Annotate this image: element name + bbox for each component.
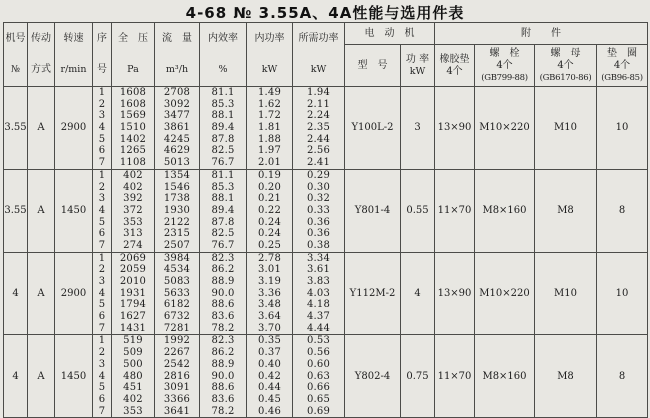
flow-column-cell-value: 3477 — [163, 110, 191, 122]
flow-column-cell-value: 2122 — [163, 216, 191, 228]
seq-column-cell-value: 1 — [98, 335, 106, 347]
pressure-column-cell — [112, 252, 155, 335]
pressure-column-cell — [112, 169, 155, 252]
required-power-column-cell-value: 4.37 — [306, 311, 331, 323]
required-power-column-cell-value: 3.34 — [306, 252, 331, 264]
col-header-bolt — [475, 45, 535, 87]
internal-power-column-cell-value: 3.48 — [257, 299, 282, 311]
drive-mode-cell: A — [28, 252, 55, 335]
efficiency-column-cell-value: 90.0 — [211, 370, 235, 382]
required-power-column-cell-value: 2.44 — [306, 133, 331, 145]
col-header-efficiency — [200, 23, 247, 87]
flow-column-cell-value: 3641 — [163, 405, 191, 417]
col-header-washer — [597, 45, 648, 87]
internal-power-column-cell-value: 1.49 — [257, 87, 282, 98]
col-header-flow — [155, 23, 200, 87]
rubber-pad-label: 橡胶垫 — [439, 53, 470, 65]
pressure-column-cell-value: 1931 — [119, 287, 147, 299]
required-power-column-cell-value: 3.83 — [306, 276, 331, 287]
flow-column-cell-value: 7281 — [163, 322, 191, 334]
pressure-column-cell-value: 1608 — [119, 98, 147, 110]
required-power-column-cell — [293, 252, 345, 335]
internal-power-column-cell-value: 1.88 — [257, 133, 282, 145]
seq-column-cell-value: 2 — [98, 98, 106, 110]
col-header-rubber-pad — [435, 45, 475, 87]
pressure-unit: Pa — [127, 64, 139, 75]
flow-column-cell-value: 1354 — [163, 169, 191, 181]
nut-cell: M10 — [535, 252, 597, 335]
internal-power-column-cell — [247, 169, 293, 252]
seq-column-cell-value: 7 — [98, 405, 106, 417]
washer-label: 垫 圈 — [607, 47, 637, 59]
washer-qty: 4个 — [613, 59, 631, 71]
internal-power-column-cell-value: 0.42 — [257, 370, 282, 382]
performance-selection-table — [3, 22, 648, 418]
seq-unit: 号 — [97, 64, 107, 75]
motor-power-cell: 0.55 — [401, 169, 435, 252]
required-power-column-cell-value: 2.24 — [306, 110, 331, 122]
bolt-cell: M10×220 — [475, 252, 535, 335]
flow-unit: m³/h — [165, 64, 189, 75]
pressure-label: 全 压 — [118, 33, 148, 44]
required-power-column-cell-value: 0.66 — [306, 382, 331, 394]
required-power-column-cell-value: 0.33 — [306, 204, 331, 216]
internal-power-column-cell-value: 0.44 — [257, 382, 282, 394]
rubber-pad-cell: 13×90 — [435, 87, 475, 170]
flow-column-cell-value: 1992 — [163, 335, 191, 347]
seq-column-cell-value: 2 — [98, 347, 106, 359]
efficiency-column-cell-value: 78.2 — [211, 405, 235, 417]
pressure-column-cell-value: 1402 — [119, 133, 147, 145]
efficiency-column-cell-value: 89.4 — [211, 122, 235, 134]
required-power-column-cell-value: 0.36 — [306, 216, 331, 228]
seq-column-cell-value: 3 — [98, 193, 106, 205]
flow-column-cell-value: 2507 — [163, 239, 191, 251]
fan-block-row — [4, 87, 648, 170]
bolt-cell: M8×160 — [475, 169, 535, 252]
internal-power-column-cell-value: 3.19 — [257, 276, 282, 287]
flow-column-cell-value: 1930 — [163, 204, 191, 216]
efficiency-column-cell — [200, 169, 247, 252]
flow-column-cell-value: 2315 — [163, 228, 191, 240]
nut-cell: M10 — [535, 87, 597, 170]
required-power-column-cell-value: 0.56 — [306, 347, 331, 359]
efficiency-column-cell-value: 90.0 — [211, 287, 235, 299]
required-power-column-cell-value: 0.63 — [306, 370, 331, 382]
col-header-motor-power — [401, 45, 435, 87]
col-header-nut — [535, 45, 597, 87]
required-power-column-cell-value: 2.11 — [306, 98, 331, 110]
speed-cell: 1450 — [55, 169, 93, 252]
efficiency-column-cell-value: 89.4 — [211, 204, 235, 216]
seq-column-cell-value: 4 — [98, 122, 106, 134]
nut-qty: 4个 — [557, 59, 574, 71]
motor-model-cell: Y112M-2 — [345, 252, 401, 335]
flow-column-cell-value: 4245 — [163, 133, 191, 145]
flow-column-cell — [155, 169, 200, 252]
required-power-column-cell-value: 0.30 — [306, 181, 331, 193]
motor-model-cell: Y100L-2 — [345, 87, 401, 170]
motor-power-unit: kW — [409, 65, 426, 77]
pressure-column-cell-value: 372 — [123, 204, 143, 216]
internal-power-column-cell — [247, 335, 293, 418]
rubber-pad-cell: 11×70 — [435, 169, 475, 252]
required-power-column-cell-value: 0.69 — [306, 405, 331, 417]
seq-column-cell-value: 1 — [98, 87, 106, 98]
pressure-column-cell-value: 353 — [123, 405, 143, 417]
pressure-column-cell-value: 1627 — [119, 311, 147, 323]
efficiency-column-cell-value: 81.1 — [211, 169, 235, 181]
efficiency-column-cell-value: 88.6 — [211, 299, 235, 311]
efficiency-column-cell-value: 76.7 — [211, 157, 235, 169]
efficiency-column-cell-value: 83.6 — [211, 393, 235, 405]
col-header-motor-model: 型 号 — [345, 45, 401, 87]
pressure-column-cell-value: 500 — [123, 358, 143, 370]
flow-column-cell-value: 5013 — [163, 157, 191, 169]
internal-power-column-cell-value: 3.70 — [257, 322, 282, 334]
flow-column-cell-value: 3092 — [163, 98, 191, 110]
flow-column-cell — [155, 252, 200, 335]
motor-power-cell: 4 — [401, 252, 435, 335]
table-header — [4, 23, 648, 87]
required-power-column-cell-value: 0.65 — [306, 393, 331, 405]
pressure-column-cell-value: 519 — [123, 335, 143, 347]
flow-column-cell-value: 1738 — [163, 193, 191, 205]
required-power-column-cell-value: 1.94 — [306, 87, 331, 98]
internal-power-label: 内功率 — [254, 33, 285, 44]
pressure-column-cell-value: 402 — [123, 393, 143, 405]
speed-cell: 2900 — [55, 87, 93, 170]
seq-column-cell-value: 6 — [98, 311, 106, 323]
bolt-standard: (GB799-88) — [481, 72, 528, 83]
speed-unit: r/min — [60, 64, 87, 75]
speed-label: 转速 — [63, 33, 84, 44]
pressure-column-cell-value: 313 — [123, 228, 143, 240]
pressure-column-cell-value: 480 — [123, 370, 143, 382]
efficiency-column-cell-value: 86.2 — [211, 347, 235, 359]
flow-column-cell-value: 3091 — [163, 382, 191, 394]
efficiency-column-cell-value: 88.9 — [211, 358, 235, 370]
efficiency-column-cell-value: 82.3 — [211, 335, 235, 347]
efficiency-column-cell-value: 88.6 — [211, 382, 235, 394]
required-power-column-cell-value: 0.36 — [306, 228, 331, 240]
internal-power-column-cell-value: 1.81 — [257, 122, 282, 134]
required-power-column-cell-value: 2.56 — [306, 145, 331, 157]
pressure-column-cell-value: 392 — [123, 193, 143, 205]
motor-power-cell: 3 — [401, 87, 435, 170]
seq-column-cell-value: 4 — [98, 370, 106, 382]
seq-column-cell — [93, 252, 112, 335]
required-power-column-cell-value: 4.18 — [306, 299, 331, 311]
required-power-column-cell-value: 4.03 — [306, 287, 331, 299]
efficiency-unit: % — [218, 64, 228, 75]
efficiency-column-cell-value: 82.5 — [211, 228, 235, 240]
efficiency-column-cell-value: 82.3 — [211, 252, 235, 264]
internal-power-column-cell-value: 0.20 — [257, 181, 282, 193]
washer-cell: 8 — [597, 335, 648, 418]
pressure-column-cell-value: 1569 — [119, 110, 147, 122]
speed-cell: 2900 — [55, 252, 93, 335]
flow-column-cell-value: 2708 — [163, 87, 191, 98]
pressure-column-cell-value: 1431 — [119, 322, 147, 334]
pressure-column-cell-value: 1108 — [119, 157, 147, 169]
required-power-column-cell-value: 0.32 — [306, 193, 331, 205]
drive-mode-cell: A — [28, 87, 55, 170]
fan-block-row — [4, 335, 648, 418]
required-power-label: 所需功率 — [298, 33, 339, 44]
pressure-column-cell-value: 353 — [123, 216, 143, 228]
motor-power-cell: 0.75 — [401, 335, 435, 418]
machine-no-label: 机号 — [5, 33, 26, 44]
efficiency-label: 内效率 — [208, 33, 238, 44]
internal-power-column-cell-value: 0.35 — [257, 335, 282, 347]
bolt-cell: M8×160 — [475, 335, 535, 418]
efficiency-column-cell-value: 88.1 — [211, 193, 235, 205]
pressure-column-cell-value: 1265 — [119, 145, 147, 157]
bolt-qty: 4个 — [496, 59, 513, 71]
internal-power-column-cell-value: 1.72 — [257, 110, 282, 122]
required-power-column-cell-value: 0.60 — [306, 358, 331, 370]
motor-model-cell: Y802-4 — [345, 335, 401, 418]
required-power-column-cell-value: 0.53 — [306, 335, 331, 347]
required-power-unit: kW — [310, 64, 327, 75]
pressure-column-cell-value: 274 — [123, 239, 143, 251]
nut-cell: M8 — [535, 169, 597, 252]
internal-power-unit: kW — [261, 64, 278, 75]
fan-block-row — [4, 169, 648, 252]
efficiency-column-cell-value: 88.9 — [211, 276, 235, 287]
nut-cell: M8 — [535, 335, 597, 418]
efficiency-column-cell-value: 86.2 — [211, 264, 235, 276]
efficiency-column-cell-value: 76.7 — [211, 239, 235, 251]
pressure-column-cell — [112, 335, 155, 418]
seq-column-cell-value: 6 — [98, 145, 106, 157]
rubber-pad-qty: 4个 — [446, 65, 463, 77]
col-header-accessories-group: 附 件 — [435, 23, 648, 45]
internal-power-column-cell-value: 0.19 — [257, 169, 282, 181]
flow-column-cell — [155, 335, 200, 418]
col-header-seq — [93, 23, 112, 87]
flow-label: 流 量 — [162, 33, 192, 44]
fan-block-row — [4, 252, 648, 335]
seq-column-cell-value: 3 — [98, 276, 106, 287]
efficiency-column-cell — [200, 87, 247, 170]
machine-no-cell: 3.55 — [4, 169, 28, 252]
bolt-label: 螺 栓 — [489, 47, 520, 59]
seq-column-cell-value: 5 — [98, 299, 106, 311]
efficiency-column-cell-value: 85.3 — [211, 98, 235, 110]
efficiency-column-cell-value: 85.3 — [211, 181, 235, 193]
pressure-column-cell-value: 451 — [123, 382, 143, 394]
drive-mode-cell: A — [28, 335, 55, 418]
efficiency-column-cell-value: 82.5 — [211, 145, 235, 157]
header-row-top — [4, 23, 648, 45]
page-title: 4-68 № 3.55A、4A性能与选用件表 — [185, 4, 465, 22]
seq-column-cell — [93, 87, 112, 170]
seq-column-cell-value: 5 — [98, 382, 106, 394]
motor-power-label: 功 率 — [405, 53, 430, 65]
internal-power-column-cell-value: 1.97 — [257, 145, 282, 157]
seq-column-cell-value: 7 — [98, 322, 106, 334]
rubber-pad-cell: 11×70 — [435, 335, 475, 418]
nut-standard: (GB6170-86) — [539, 72, 592, 83]
required-power-column-cell — [293, 335, 345, 418]
efficiency-column-cell-value: 88.1 — [211, 110, 235, 122]
seq-column-cell-value: 2 — [98, 264, 106, 276]
internal-power-column-cell-value: 0.24 — [257, 228, 282, 240]
efficiency-column-cell-value: 87.8 — [211, 216, 235, 228]
internal-power-column-cell-value: 2.78 — [257, 252, 282, 264]
pressure-column-cell-value: 1794 — [119, 299, 147, 311]
col-header-drive-mode — [28, 23, 55, 87]
flow-column-cell-value: 2816 — [163, 370, 191, 382]
efficiency-column-cell-value: 83.6 — [211, 311, 235, 323]
flow-column-cell-value: 2267 — [163, 347, 191, 359]
internal-power-column-cell-value: 0.21 — [257, 193, 282, 205]
table-body — [4, 87, 648, 418]
internal-power-column-cell — [247, 252, 293, 335]
internal-power-column-cell-value: 0.46 — [257, 405, 282, 417]
seq-column-cell-value: 1 — [98, 252, 106, 264]
internal-power-column-cell-value: 0.22 — [257, 204, 282, 216]
seq-column-cell-value: 4 — [98, 287, 106, 299]
col-header-internal-power — [247, 23, 293, 87]
drive-mode-cell: A — [28, 169, 55, 252]
internal-power-column-cell-value: 3.64 — [257, 311, 282, 323]
internal-power-column-cell-value: 1.62 — [257, 98, 282, 110]
seq-column-cell — [93, 169, 112, 252]
internal-power-column-cell — [247, 87, 293, 170]
seq-column-cell-value: 5 — [98, 133, 106, 145]
seq-column-cell-value: 6 — [98, 228, 106, 240]
flow-column-cell-value: 4534 — [163, 264, 191, 276]
col-header-machine-no — [4, 23, 28, 87]
seq-column-cell-value: 5 — [98, 216, 106, 228]
pressure-column-cell — [112, 87, 155, 170]
machine-no-cell: 4 — [4, 335, 28, 418]
pressure-column-cell-value: 402 — [123, 169, 143, 181]
flow-column-cell-value: 1546 — [163, 181, 191, 193]
required-power-column-cell — [293, 87, 345, 170]
drive-mode-label: 传动 — [31, 33, 51, 44]
flow-column-cell-value: 6182 — [163, 299, 191, 311]
washer-standard: (GB96-85) — [601, 72, 643, 83]
seq-column-cell-value: 1 — [98, 169, 106, 181]
internal-power-column-cell-value: 0.37 — [257, 347, 282, 359]
flow-column-cell-value: 5633 — [163, 287, 191, 299]
required-power-column-cell-value: 0.29 — [306, 169, 331, 181]
efficiency-column-cell — [200, 252, 247, 335]
nut-label: 螺 母 — [550, 47, 581, 59]
seq-column-cell — [93, 335, 112, 418]
pressure-column-cell-value: 2059 — [119, 264, 147, 276]
washer-cell: 10 — [597, 252, 648, 335]
efficiency-column-cell-value: 78.2 — [211, 322, 235, 334]
seq-column-cell-value: 7 — [98, 157, 106, 169]
seq-column-cell-value: 3 — [98, 110, 106, 122]
col-header-pressure — [112, 23, 155, 87]
pressure-column-cell-value: 2069 — [119, 252, 147, 264]
internal-power-column-cell-value: 0.24 — [257, 216, 282, 228]
washer-cell: 10 — [597, 87, 648, 170]
col-header-required-power — [293, 23, 345, 87]
required-power-column-cell-value: 2.41 — [306, 157, 331, 169]
flow-column-cell-value: 5083 — [163, 276, 191, 287]
internal-power-column-cell-value: 3.01 — [257, 264, 282, 276]
required-power-column-cell-value: 3.61 — [306, 264, 331, 276]
internal-power-column-cell-value: 0.25 — [257, 239, 282, 251]
required-power-column-cell-value: 2.35 — [306, 122, 331, 134]
seq-column-cell-value: 7 — [98, 239, 106, 251]
internal-power-column-cell-value: 3.36 — [257, 287, 282, 299]
pressure-column-cell-value: 1510 — [119, 122, 147, 134]
seq-column-cell-value: 4 — [98, 204, 106, 216]
flow-column-cell-value: 3984 — [163, 252, 191, 264]
flow-column-cell-value: 4629 — [163, 145, 191, 157]
flow-column-cell-value: 2542 — [163, 358, 191, 370]
pressure-column-cell-value: 509 — [123, 347, 143, 359]
seq-column-cell-value: 6 — [98, 393, 106, 405]
flow-column-cell-value: 3861 — [163, 122, 191, 134]
seq-column-cell-value: 2 — [98, 181, 106, 193]
pressure-column-cell-value: 2010 — [119, 276, 147, 287]
col-header-speed — [55, 23, 93, 87]
drive-mode-unit: 方式 — [31, 64, 51, 75]
flow-column-cell-value: 3366 — [163, 393, 191, 405]
efficiency-column-cell — [200, 335, 247, 418]
internal-power-column-cell-value: 2.01 — [257, 157, 282, 169]
required-power-column-cell-value: 4.44 — [306, 322, 331, 334]
bolt-cell: M10×220 — [475, 87, 535, 170]
efficiency-column-cell-value: 81.1 — [211, 87, 235, 98]
machine-no-unit: № — [11, 64, 20, 75]
efficiency-column-cell-value: 87.8 — [211, 133, 235, 145]
col-header-motor-group: 电 动 机 — [345, 23, 435, 45]
machine-no-cell: 3.55 — [4, 87, 28, 170]
required-power-column-cell-value: 0.38 — [306, 239, 331, 251]
seq-label: 序 — [97, 33, 107, 44]
seq-column-cell-value: 3 — [98, 358, 106, 370]
motor-model-cell: Y801-4 — [345, 169, 401, 252]
internal-power-column-cell-value: 0.45 — [257, 393, 282, 405]
internal-power-column-cell-value: 0.40 — [257, 358, 282, 370]
pressure-column-cell-value: 402 — [123, 181, 143, 193]
flow-column-cell — [155, 87, 200, 170]
speed-cell: 1450 — [55, 335, 93, 418]
required-power-column-cell — [293, 169, 345, 252]
machine-no-cell: 4 — [4, 252, 28, 335]
flow-column-cell-value: 6732 — [163, 311, 191, 323]
pressure-column-cell-value: 1608 — [119, 87, 147, 98]
rubber-pad-cell: 13×90 — [435, 252, 475, 335]
washer-cell: 8 — [597, 169, 648, 252]
